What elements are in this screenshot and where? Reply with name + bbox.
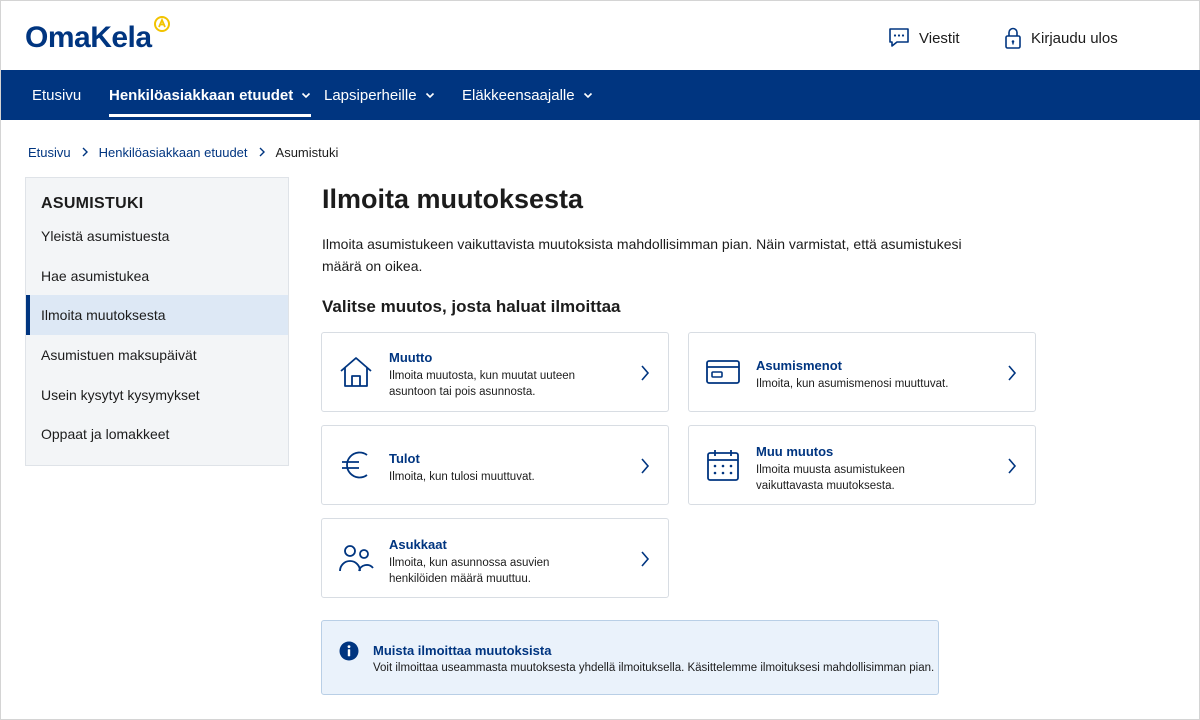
logout-label: Kirjaudu ulos <box>1031 29 1118 47</box>
card-title: Tulot <box>389 451 420 466</box>
side-item-ilmoita-muutoksesta[interactable] <box>26 295 288 335</box>
card-title: Asukkaat <box>389 537 447 552</box>
card-title: Asumismenot <box>756 358 842 373</box>
messages-link[interactable] <box>887 25 960 51</box>
chevron-right-icon <box>1007 364 1017 382</box>
card-description: Ilmoita muusta asumistukeen vaikuttavasta muutoksesta. <box>756 464 905 492</box>
messages-label: Viestit <box>919 29 960 47</box>
lock-icon <box>1003 26 1023 50</box>
nav-item-label: Lapsiperheille <box>324 86 417 104</box>
side-menu-title: ASUMISTUKI <box>41 195 144 212</box>
side-item-label: Ilmoita muutoksesta <box>41 307 166 323</box>
card-asukkaat[interactable] <box>321 518 669 598</box>
info-notice <box>321 620 939 695</box>
card-muutto[interactable] <box>321 332 669 412</box>
side-item-hae-asumistukea[interactable] <box>26 256 288 296</box>
main-navigation <box>1 70 1200 120</box>
chevron-right-icon <box>640 457 650 475</box>
omakela-logo[interactable] <box>25 18 170 58</box>
logout-link[interactable] <box>1003 25 1118 51</box>
chevron-down-icon <box>425 90 435 100</box>
people-icon <box>337 539 375 577</box>
card-description: Ilmoita, kun asunnossa asuvien henkilöiden määrä muuttuu. <box>389 557 550 585</box>
card-asumismenot[interactable] <box>688 332 1036 412</box>
side-item-usein-kysytyt[interactable] <box>26 375 288 415</box>
card-description: Ilmoita, kun tulosi muuttuvat. <box>389 471 535 483</box>
chevron-right-icon <box>1007 457 1017 475</box>
side-item-maksupaivat[interactable] <box>26 335 288 375</box>
nav-item-label: Henkilöasiakkaan etuudet <box>109 86 294 104</box>
breadcrumb-link-henkiloasiakkaan-etuudet[interactable]: Henkilöasiakkaan etuudet <box>98 144 248 160</box>
nav-item-henkiloasiakkaan-etuudet[interactable] <box>109 70 311 120</box>
card-description: Ilmoita muutosta, kun muutat uuteen asuntoon tai pois asunnosta. <box>389 370 576 398</box>
breadcrumb-link-etusivu[interactable]: Etusivu <box>28 144 71 160</box>
info-title: Muista ilmoittaa muutoksista <box>373 643 552 658</box>
chevron-right-icon <box>81 147 89 157</box>
chevron-right-icon <box>640 364 650 382</box>
side-item-label: Oppaat ja lomakkeet <box>41 426 170 442</box>
side-item-label: Yleistä asumistuesta <box>41 228 170 244</box>
chevron-right-icon <box>640 550 650 568</box>
section-title: Valitse muutos, josta haluat ilmoittaa <box>322 297 621 316</box>
card-tulot[interactable] <box>321 425 669 505</box>
side-item-label: Usein kysytyt kysymykset <box>41 387 200 403</box>
card-description: Ilmoita, kun asumismenosi muuttuvat. <box>756 378 949 390</box>
logo-text: OmaKela <box>25 21 152 54</box>
chevron-down-icon <box>583 90 593 100</box>
nav-item-elakkeensaajalle[interactable] <box>462 70 593 120</box>
calendar-icon <box>704 446 742 484</box>
card-icon <box>704 353 742 391</box>
side-item-oppaat-ja-lomakkeet[interactable] <box>26 414 288 454</box>
top-header <box>1 1 1200 70</box>
info-text: Voit ilmoittaa useammasta muutoksesta yhdellä ilmoituksella. Käsittelemme ilmoituksesi mahdollisimman pian. <box>373 662 935 674</box>
breadcrumb-current: Asumistuki <box>275 144 339 160</box>
card-muu-muutos[interactable] <box>688 425 1036 505</box>
euro-icon <box>337 446 375 484</box>
breadcrumb <box>28 143 338 161</box>
nav-item-etusivu[interactable] <box>32 70 81 120</box>
card-title: Muu muutos <box>756 444 834 459</box>
card-title: Muutto <box>389 350 433 365</box>
chat-bubble-icon <box>887 26 911 50</box>
nav-item-lapsiperheille[interactable] <box>324 70 435 120</box>
side-menu <box>25 177 289 466</box>
nav-item-label: Eläkkeensaajalle <box>462 86 575 104</box>
info-icon <box>339 641 359 661</box>
page-title: Ilmoita muutoksesta <box>322 184 584 214</box>
intro-text: Ilmoita asumistukeen vaikuttavista muutoksista mahdollisimman pian. Näin varmistat, että asumistukesi määrä on oikea. <box>322 236 962 274</box>
house-icon <box>337 353 375 391</box>
kela-badge-icon <box>154 16 170 32</box>
side-item-yleista-asumistuesta[interactable] <box>26 216 288 256</box>
nav-item-label: Etusivu <box>32 86 82 104</box>
chevron-right-icon <box>258 147 266 157</box>
chevron-down-icon <box>301 90 311 100</box>
side-item-label: Hae asumistukea <box>41 268 150 284</box>
side-item-label: Asumistuen maksupäivät <box>41 347 197 363</box>
